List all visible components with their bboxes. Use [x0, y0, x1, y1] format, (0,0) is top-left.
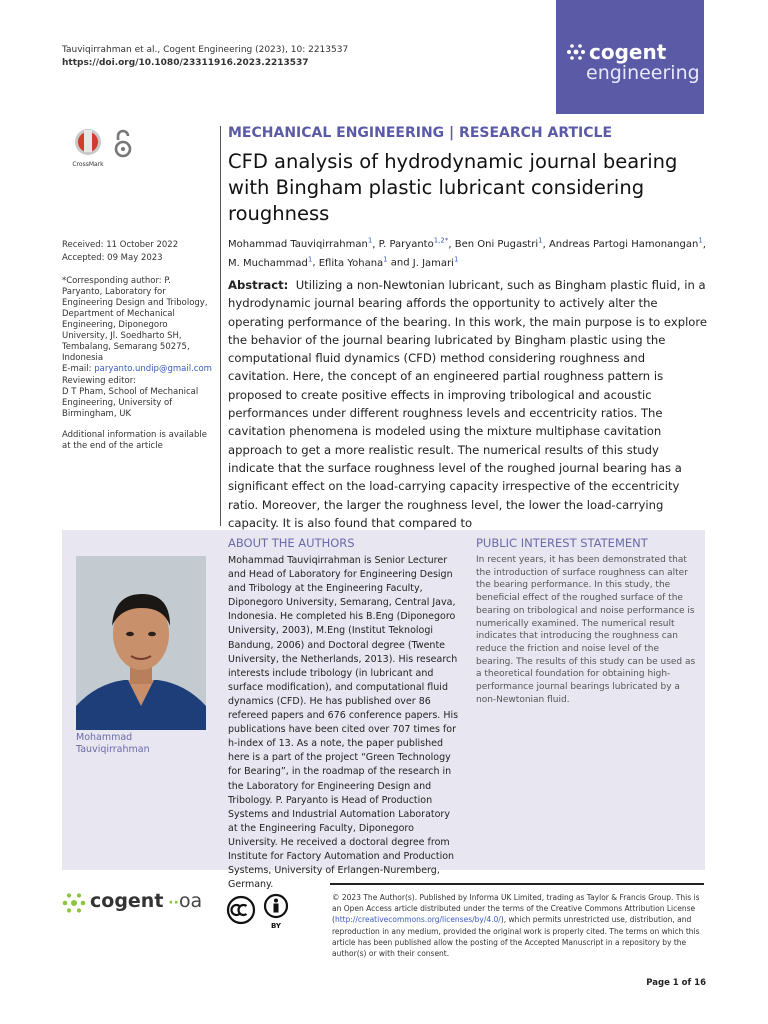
additional-info: Additional information is available at the end of the article	[62, 430, 207, 451]
public-interest-text: In recent years, it has been demonstrated that the introduction of surface roughness can alter the bearing performance. In this study, the beneficial effect of the roughed surface of the bearing on tribological and noise performance is numerically examined. The numerical result indicates that introducing the roughness can reduce the friction and noise level of the bearing. The results of this study can be used as a theoretical foundation for obtaining high-performance journal bearings lubricated by a non-Newtonian fluid.	[476, 555, 696, 705]
article-title: CFD analysis of hydrodynamic journal bearing with Bingham plastic lubricant considering roughness	[228, 150, 678, 225]
about-authors-text: Mohammad Tauviqirrahman is Senior Lecturer and Head of Laboratory for Engineering Design and Tribology at the Engineering Faculty, Diponegoro University, Semarang, Central Java, Indonesia. He completed his B.Eng (Diponegoro University, 2003), M.Eng (Institut Teknologi Bandung, 2006) and Doctoral degree (Twente University, the Netherlands, 2013). His research interests include tribology (in lubricant and surface modification), and computational fluid dynamics (CFD). He has published over 86 refereed papers and 676 conference papers. His publications have been cited over 707 times for h-index of 13. As a note, the paper published here is a part of the project “Green Technology for Bearing”, in the roadmap of the research in the Laboratory for Engineering Design and Tribology. P. Paryanto is Head of Production Systems and Industrial Automation Laboratory at the Engineering Faculty, Diponegoro University. He received a doctoral degree from Institute for Factory Automation and Production Systems, University of Erlangen-Nuremberg, Germany.	[228, 555, 459, 891]
cogent-oa-icon	[62, 892, 86, 914]
attribution-icon	[265, 895, 287, 930]
article-badges	[68, 126, 138, 170]
author[interactable]: M. Muchammad$^1$	[228, 255, 313, 269]
public-interest-heading: PUBLIC INTEREST STATEMENT	[476, 536, 648, 550]
author-list: Mohammad Tauviqirrahman$^1$, P. Paryanto$^{1,2*}$, Ben Oni Pugastri$^1$, Andreas Partogi Hamonangan$^1$, M. Muchammad$^1$, Eflita Yohana$^1$ and J. Jamari$^1$	[228, 237, 706, 269]
page-number: Page 1 of 16	[646, 978, 706, 988]
creative-commons-icon	[228, 897, 254, 923]
journal-brand-subtitle: engineering	[586, 62, 700, 84]
author[interactable]: Mohammad Tauviqirrahman$^1$	[228, 237, 373, 251]
citation-header	[62, 44, 502, 70]
vertical-rule	[220, 126, 221, 526]
journal-brand-box	[556, 0, 704, 114]
article-section-label: MECHANICAL ENGINEERING | RESEARCH ARTICLE	[228, 125, 613, 141]
crossmark-icon[interactable]	[72, 129, 104, 168]
author[interactable]: Ben Oni Pugastri$^1$	[454, 237, 543, 251]
cc-by-license-badge	[226, 892, 294, 932]
footer-rule	[330, 883, 704, 885]
journal-brand-name: cogent	[566, 40, 666, 64]
author[interactable]: Eflita Yohana$^1$	[318, 255, 388, 269]
about-authors-heading: ABOUT THE AUTHORS	[228, 536, 355, 550]
corresponding-author: *Corresponding author: P. Paryanto, Laboratory for Engineering Design and Tribology, Department of Mechanical Engineering, Diponegoro University, Jl. Soedharto SH, Tembalang, Semarang 50275, Indonesia E-mail: paryanto.undip@gmail.com	[62, 276, 212, 374]
author[interactable]: Andreas Partogi Hamonangan$^1$	[548, 237, 703, 251]
abstract-text: Utilizing a non-Newtonian lubricant, such as Bingham plastic fluid, in a hydrodynamic journal bearing affords the opportunity to actively alter the operating performance of the bearing. In this work, the main purpose is to explore the behavior of the journal bearing lubricated by Bingham plastic using the computational fluid dynamics (CFD) method considering roughness and cavitation. Here, the concept of an engineered partial roughness pattern is proposed to create positive effects in improving tribological and acoustic performances under different roughness levels and eccentricity ratios. The cavitation phenomena is modeled using the mixture multiphase cavitation approach to get a more realistic result. The numerical results of this study indicate that the surface roughness level of the roughed journal bearing has a significant effect on the load-carrying capacity irrespective of the eccentricity ratio. Moreover, the larger the roughness level, the lower the load-carrying capacity. It is also found that compared to	[228, 278, 708, 530]
reviewing-editor: Reviewing editor: D T Pham, School of Mechanical Engineering, University of Birmingham, UK	[62, 376, 199, 419]
cogent-oa-logo: cogent ··oa	[62, 890, 212, 918]
author[interactable]: J. Jamari$^1$	[412, 255, 459, 269]
accepted-date: Accepted: 09 May 2023	[62, 253, 163, 263]
photo-caption: Mohammad Tauviqirrahman	[76, 732, 150, 755]
email-link[interactable]: paryanto.undip@gmail.com	[94, 364, 212, 374]
cogent-logo-icon	[566, 43, 586, 61]
received-date: Received: 11 October 2022	[62, 240, 179, 250]
open-access-icon	[116, 131, 130, 156]
svg-text:CrossMark: CrossMark	[72, 161, 104, 168]
author[interactable]: P. Paryanto$^{1,2*}$	[378, 237, 449, 251]
abstract	[228, 276, 708, 532]
author-photo	[76, 556, 206, 730]
abstract-label: Abstract:	[228, 278, 289, 292]
license-text: © 2023 The Author(s). Published by Informa UK Limited, trading as Taylor & Francis Group. This is an Open Access article distributed under the terms of the Creative Commons Attribution License (http://creativecommons.org/licenses/by/4.0/), which permits unrestricted use, distribution, and reproduction in any medium, provided the original work is properly cited. The terms on which this article has been published allow the posting of the Accepted Manuscript in a repository by the author(s) or with their consent.	[332, 893, 700, 959]
citation-line: Tauviqirrahman et al., Cogent Engineering (2023), 10: 2213537	[62, 45, 349, 55]
svg-text:BY: BY	[270, 922, 282, 930]
license-link[interactable]: http://creativecommons.org/licenses/by/4.0/	[334, 915, 501, 925]
doi-link[interactable]: https://doi.org/10.1080/23311916.2023.2213537	[62, 58, 309, 68]
